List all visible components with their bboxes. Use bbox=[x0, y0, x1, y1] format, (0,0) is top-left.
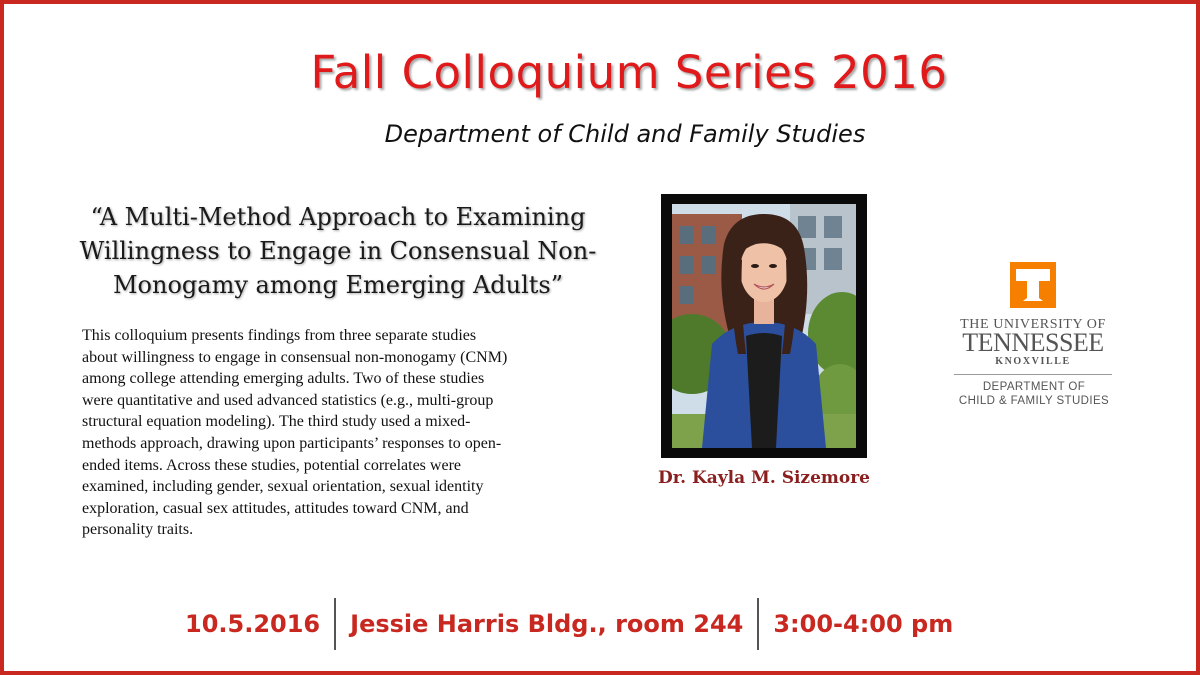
talk-title-line: “A Multi-Method Approach to Examining bbox=[90, 203, 586, 231]
logo-department-line1: DEPARTMENT OF bbox=[982, 381, 1086, 393]
ut-logo-wordmark: TENNESSEE bbox=[962, 328, 1104, 357]
speaker-photo-frame bbox=[661, 194, 867, 458]
logo-department-line2: CHILD & FAMILY STUDIES bbox=[958, 395, 1110, 407]
speaker-portrait bbox=[672, 204, 856, 448]
abstract-line: This colloquium presents findings from three separate studies bbox=[82, 327, 477, 344]
talk-abstract bbox=[82, 325, 582, 541]
event-details bbox=[185, 596, 953, 652]
ut-logo-line1: THE UNIVERSITY OF bbox=[960, 317, 1106, 332]
abstract-line: methods approach, drawing upon participants’ responses to open- bbox=[82, 434, 502, 452]
power-t-icon bbox=[1010, 262, 1056, 308]
abstract-line: about willingness to engage in consensual non-monogamy (CNM) bbox=[82, 348, 508, 366]
abstract-line: examined, including gender, sexual orientation, sexual identity bbox=[82, 478, 484, 496]
speaker-name: Dr. Kayla M. Sizemore bbox=[658, 468, 870, 488]
event-location: Jessie Harris Bldg., room 244 bbox=[350, 610, 744, 638]
footer-divider bbox=[757, 598, 759, 650]
abstract-line: personality traits. bbox=[82, 521, 194, 539]
flyer-title: Fall Colloquium Series 2016 bbox=[310, 46, 948, 99]
department-subtitle: Department of Child and Family Studies bbox=[384, 120, 866, 148]
abstract-line: structural equation modeling). The third study used a mixed- bbox=[82, 413, 471, 431]
talk-title-line: Willingness to Engage in Consensual Non- bbox=[79, 237, 597, 265]
footer-divider bbox=[334, 598, 336, 650]
abstract-line: exploration, casual sex attitudes, attitudes toward CNM, and bbox=[82, 499, 469, 517]
abstract-line: were quantitative and used advanced statistics (e.g., multi-group bbox=[82, 391, 494, 409]
abstract-line: among college attending emerging adults. Two of these studies bbox=[82, 370, 485, 388]
logo-divider bbox=[954, 374, 1112, 375]
event-date: 10.5.2016 bbox=[185, 610, 321, 638]
talk-title-line: Monogamy among Emerging Adults” bbox=[112, 271, 563, 299]
event-time: 3:00-4:00 pm bbox=[773, 610, 954, 638]
talk-title bbox=[40, 200, 636, 302]
abstract-line: ended items. Across these studies, potential correlates were bbox=[82, 456, 461, 474]
ut-logo-campus: KNOXVILLE bbox=[995, 356, 1071, 367]
